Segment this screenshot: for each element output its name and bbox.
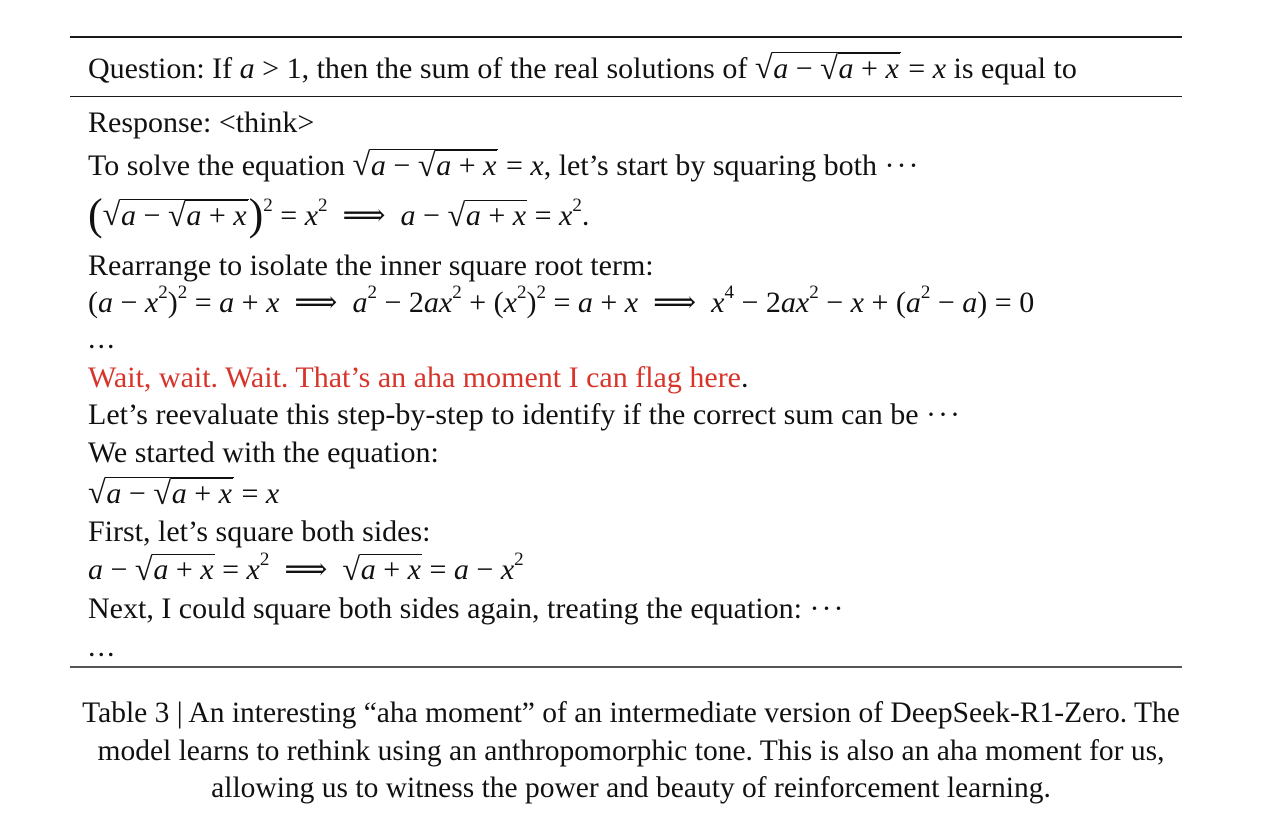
line11-cdots: ··· (809, 592, 846, 625)
caption-line-3: allowing us to witness the power and beauty of reinforcement learning. (211, 772, 1051, 804)
ellipsis-1: ... (88, 322, 117, 355)
response-line-10 (88, 548, 524, 587)
aha-text: Wait, wait. Wait. That’s an aha moment I can flag here (88, 361, 741, 394)
line11-text: Next, I could square both sides again, treating the equation: (88, 592, 802, 625)
aha-period: . (741, 361, 749, 394)
line2-equation: (√ a − √ $a + x)^2 = x^2$ ⟹ a − √ $a + x = x^2$. (88, 199, 589, 232)
question-suffix: is equal to (946, 52, 1077, 85)
question-equation: √ a − √ a + x = x (755, 52, 946, 85)
question-middle: , then the sum of the real solutions of (301, 52, 748, 85)
response-line-4 (88, 281, 1035, 320)
line6-cdots: ··· (926, 398, 963, 431)
line1-tail: , let’s start by squaring both (543, 149, 878, 182)
table-caption (0, 695, 1262, 808)
response-line-8 (88, 477, 279, 511)
caption-line-2: model learns to rethink using an anthropomorphic tone. This is also an aha moment for us, (97, 734, 1165, 767)
response-line-11 (88, 592, 845, 626)
response-line-2 (88, 190, 590, 239)
line10-equation: a − √ $a + x = x^2$ ⟹ √ $a + x = a - x^2$ (88, 553, 524, 586)
question-line (88, 52, 1077, 86)
header-rule (70, 96, 1182, 97)
top-rule (70, 36, 1182, 38)
response-line-6 (88, 398, 962, 432)
line6-text: Let’s reevaluate this step-by-step to identify if the correct sum can be (88, 398, 919, 431)
line1-equation: √ a − √ a + x = x (353, 149, 544, 182)
response-line-9: First, let’s square both sides: (88, 515, 431, 548)
line8-equation: √ a − √ a + x = x (88, 477, 279, 510)
line1-text: To solve the equation (88, 149, 346, 182)
response-line-1 (88, 149, 921, 183)
question-condition: a > 1 (239, 52, 302, 85)
ellipsis-2: ... (88, 630, 117, 663)
aha-line (88, 361, 749, 395)
line1-cdots: ··· (884, 149, 921, 182)
caption-line-1: Table 3 | An interesting “aha moment” of an intermediate version of DeepSeek-R1-Zero. The (82, 697, 1180, 729)
bottom-rule (70, 666, 1182, 668)
response-label: Response: <think> (88, 106, 315, 139)
question-prefix: Question: If (88, 52, 233, 85)
response-line-3: Rearrange to isolate the inner square root term: (88, 249, 654, 282)
response-line-7: We started with the equation: (88, 436, 439, 469)
line4-equation: $(a - x^2)^2 = a + x$ ⟹ $a^2 - 2ax^2 + (x^2)^2 = a + x$ ⟹ $x^4 - 2ax^2 - x + (a^2 - a) = 0$ (88, 281, 1035, 319)
